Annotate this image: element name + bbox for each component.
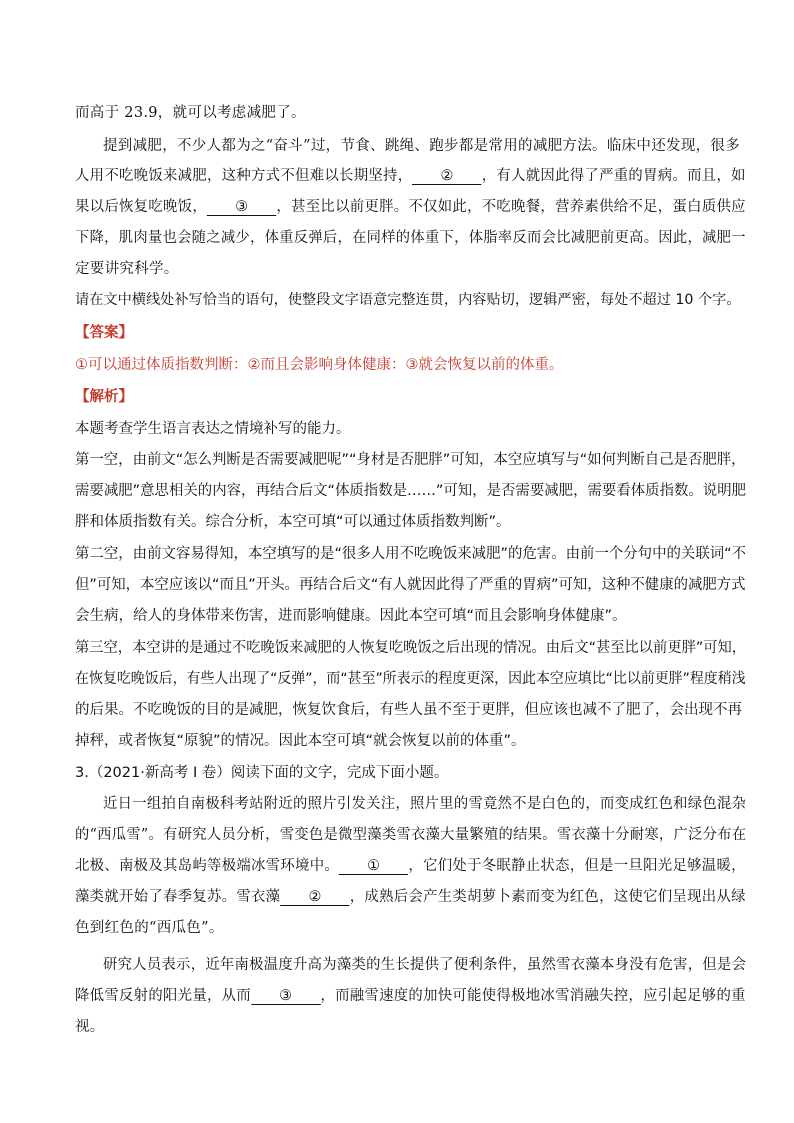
blank-number: ② — [440, 168, 454, 184]
text: 提到减肥，不少人都为之“奋斗”过，节食、跳绳、跑步都是常用的减肥方法。临床中还发现，很多 — [103, 138, 741, 154]
text: ，成熟后会产生类胡萝卜素而变为红色，这使它们呈现出从绿 — [349, 889, 746, 905]
fill-blank-1[interactable] — [339, 858, 408, 875]
blank-number: ① — [367, 858, 381, 874]
text: 需要减肥”意思相关的内容，再结合后文“体质指数是……”可知，是否需要减肥，需要看体质指数。说明肥 — [75, 483, 747, 499]
text: 会生病，给人的身体带来伤害，进而影响健康。因此本空可填“而且会影响身体健康”。 — [75, 608, 627, 624]
text: 【答案】 — [75, 325, 133, 341]
text: 【解析】 — [75, 389, 133, 405]
fill-blank-2[interactable] — [280, 889, 349, 906]
analysis-line — [75, 542, 746, 563]
text: 色到红色的“西瓜色”。 — [75, 920, 224, 936]
text: 果以后恢复吃晚饭， — [75, 199, 208, 215]
text: ，它们处于冬眠静止状态，但是一旦阳光足够温暖， — [408, 858, 746, 874]
analysis-line — [75, 636, 746, 657]
question-3-title — [75, 761, 448, 782]
analysis-line — [75, 729, 526, 750]
passage1-line — [75, 164, 746, 185]
text: ，有人就因此得了严重的胃病。而且，如 — [481, 168, 746, 184]
text: 第一空，由前文“怎么判断是否需要减肥呢”“身材是否肥胖”可知，本空应填写与“如何判断自己是否肥胖， — [75, 452, 746, 468]
blank-number: ③ — [279, 988, 293, 1004]
text: 藻类就开始了春季复苏。雪衣藻 — [75, 889, 281, 905]
text: 3.（2021·新高考 I 卷）阅读下面的文字，完成下面小题。 — [75, 765, 449, 781]
blank-number: ② — [308, 889, 322, 905]
text: 降低雪反射的阳光量，从而 — [75, 988, 252, 1004]
passage1-line — [75, 101, 306, 122]
passage2-line — [75, 885, 746, 906]
analysis-line — [75, 479, 746, 500]
answer-heading — [75, 321, 133, 342]
text: 第二空，由前文容易得知，本空填写的是“很多人用不吃晚饭来减肥”的危害。由前一个分句中的关联词“不 — [75, 546, 747, 562]
analysis-line — [75, 604, 627, 625]
text: 而高于 23.9，就可以考虑减肥了。 — [75, 105, 306, 121]
analysis-line — [75, 698, 742, 719]
text: 近日一组拍自南极科考站附近的照片引发关注，照片里的雪竟然不是白色的，而变成红色和绿色混杂 — [103, 796, 747, 812]
text: 掉秤，或者恢复“原貌”的情况。因此本空可填“就会恢复以前的体重”。 — [75, 733, 526, 749]
analysis-heading — [75, 385, 133, 406]
analysis-line — [75, 510, 511, 531]
analysis-line — [75, 573, 746, 594]
text: 在恢复吃晚饭后，有些人出现了“反弹”，而“甚至”所表示的程度更深，因此本空应填比“比以前更胖”程度稍浅 — [75, 671, 746, 687]
passage2-line — [75, 854, 746, 875]
text: 第三空，本空讲的是通过不吃晚饭来减肥的人恢复吃晚饭之后出现的情况。由后文“甚至比以前更胖”可知， — [75, 640, 747, 656]
passage2-line — [75, 916, 224, 937]
text: 北极、南极及其岛屿等极端冰雪环境中。 — [75, 858, 340, 874]
analysis-line — [75, 417, 351, 438]
passage1-line — [75, 257, 179, 278]
passage2-line — [75, 1015, 105, 1036]
passage1-line — [75, 195, 746, 216]
passage2-line — [75, 984, 746, 1005]
text: 但”可知，本空应该以“而且”开头。再结合后文“有人就因此得了严重的胃病”可知，这种不健康的减肥方式 — [75, 577, 746, 593]
text: 本题考查学生语言表达之情境补写的能力。 — [75, 421, 351, 437]
question-instruction — [75, 289, 741, 309]
text: ，而融雪速度的加快可能使得极地冰雪消融失控，应引起足够的重 — [320, 988, 746, 1004]
passage2-line — [103, 953, 746, 974]
text: ，甚至比以前更胖。不仅如此，不吃晚餐，营养素供给不足，蛋白质供应 — [276, 199, 746, 215]
answer-text — [75, 353, 564, 374]
fill-blank-3[interactable] — [251, 988, 320, 1005]
passage1-line — [75, 226, 746, 247]
analysis-line — [75, 667, 746, 688]
text: 下降，肌肉量也会随之减少，体重反弹后，在同样的体重下，体脂率反而会比减肥前更高。因此，减肥一 — [75, 230, 746, 246]
text: 请在文中横线处补写恰当的语句，使整段文字语意完整连贯，内容贴切，逻辑严密，每处不超过 10 个字。 — [75, 292, 741, 308]
fill-blank-2[interactable] — [412, 168, 481, 185]
text: 研究人员表示，近年南极温度升高为藻类的生长提供了便利条件，虽然雪衣藻本身没有危害，但是会 — [103, 957, 747, 973]
text: 视。 — [75, 1019, 105, 1035]
passage1-line — [103, 134, 740, 155]
text: 胖和体质指数有关。综合分析，本空可填“可以通过体质指数判断”。 — [75, 514, 511, 530]
passage2-line — [75, 823, 746, 844]
text: 人用不吃晚饭来减肥，这种方式不但难以长期坚持， — [75, 168, 413, 184]
text: ①可以通过体质指数判断：②而且会影响身体健康：③就会恢复以前的体重。 — [75, 357, 564, 373]
fill-blank-3[interactable] — [207, 199, 276, 216]
passage2-line — [103, 792, 746, 813]
blank-number: ③ — [235, 199, 249, 215]
analysis-line — [75, 448, 746, 469]
text: 定要讲究科学。 — [75, 261, 179, 277]
text: 的“西瓜雪”。有研究人员分析，雪变色是微型藻类雪衣藻大量繁殖的结果。雪衣藻十分耐寒，广泛分布在 — [75, 827, 747, 843]
text: 的后果。不吃晚饭的目的是减肥，恢复饮食后，有些人虽不至于更胖，但应该也减不了肥了，会出现不再 — [75, 702, 742, 718]
